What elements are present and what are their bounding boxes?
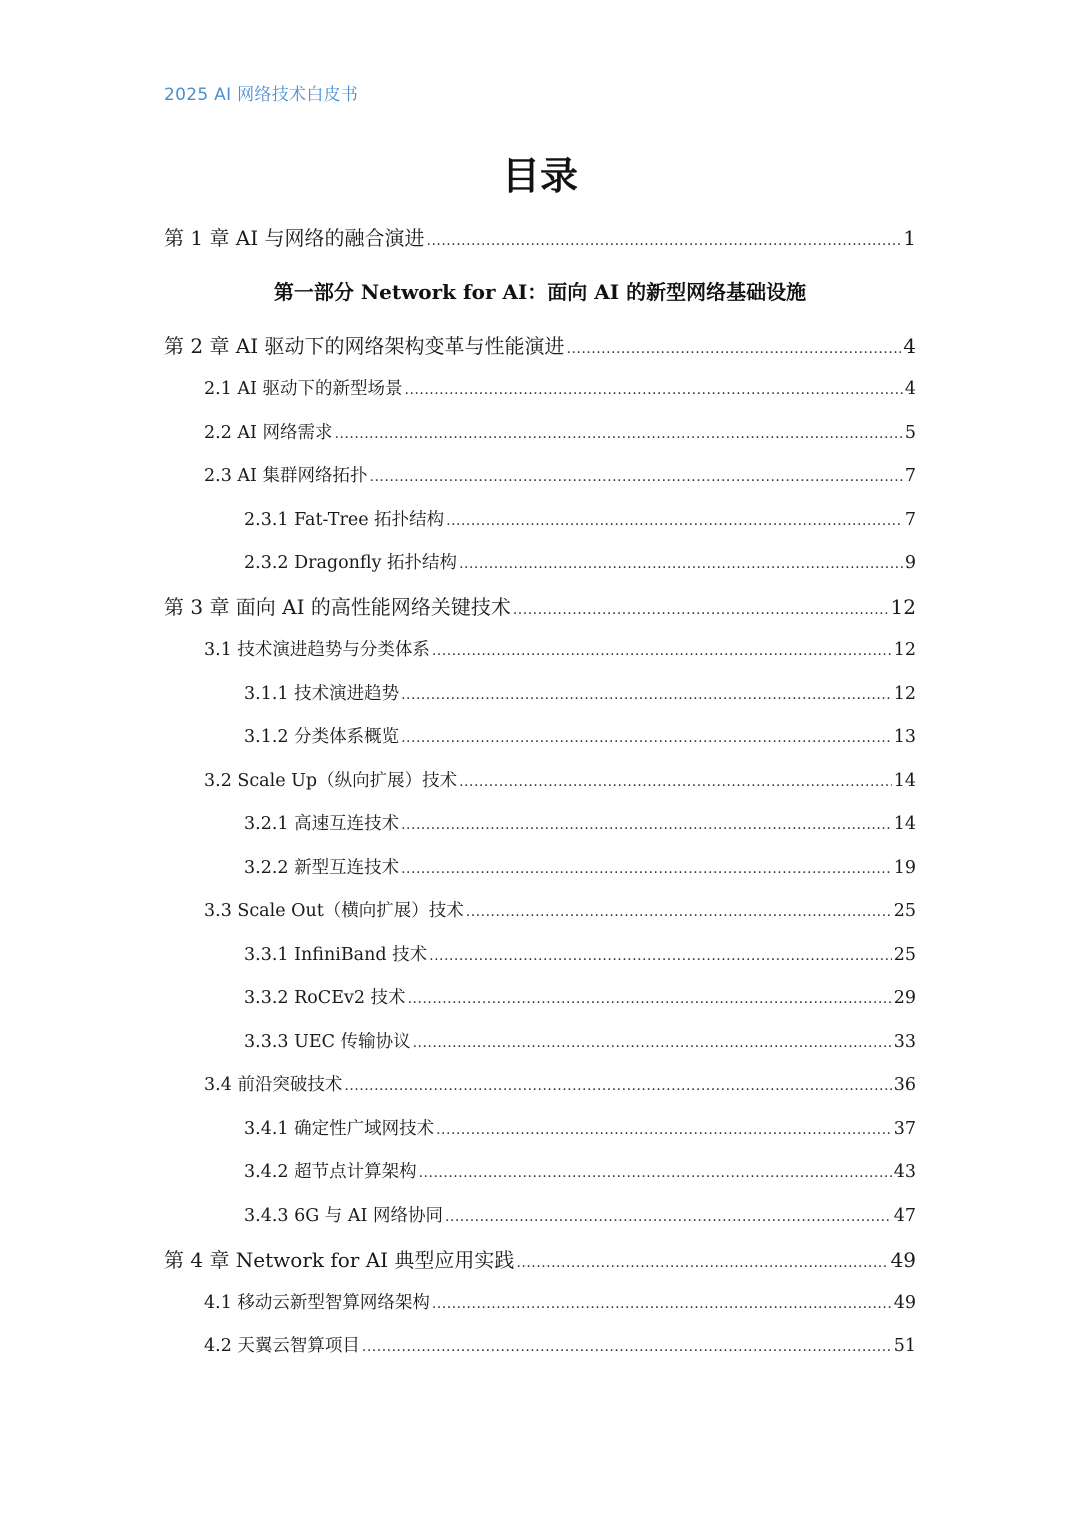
toc-entry-label: 2.3 AI 集群网络拓扑 (204, 466, 368, 486)
dot-leader (362, 1339, 892, 1355)
toc-entry-page: 5 (904, 423, 916, 443)
toc-entry-page: 25 (893, 945, 916, 965)
toc-entry-label: 第 2 章 AI 驱动下的网络架构变革与性能演进 (164, 334, 565, 358)
dot-leader (405, 382, 903, 398)
toc-entry-label: 3.4.2 超节点计算架构 (244, 1162, 417, 1182)
toc-entry-label: 3.1.2 分类体系概览 (244, 727, 400, 747)
toc-title: 目录 (501, 154, 578, 198)
dot-leader (516, 1255, 888, 1271)
toc-entry-page: 4 (903, 334, 916, 358)
toc-entry-page: 49 (893, 1293, 916, 1313)
toc-entry-page: 25 (893, 901, 916, 921)
toc-entry-page: 37 (893, 1119, 916, 1139)
dot-leader (401, 687, 892, 703)
toc-entry-page: 7 (904, 466, 916, 486)
part-heading: 第一部分 Network for AI：面向 AI 的新型网络基础设施 (273, 280, 807, 304)
toc-entry-page: 13 (893, 727, 916, 747)
toc-entry-page: 33 (893, 1032, 916, 1052)
toc-entry-label: 第 1 章 AI 与网络的融合演进 (164, 226, 425, 250)
toc-entry-page: 7 (904, 510, 916, 530)
toc-entry-label: 2.1 AI 驱动下的新型场景 (204, 379, 403, 399)
toc-entry-2-3[interactable] (204, 462, 916, 487)
dot-leader (401, 730, 892, 746)
toc-entry-page: 29 (893, 988, 916, 1008)
toc-entry-label: 3.2 Scale Up（纵向扩展）技术 (204, 771, 458, 791)
toc-entry-2-2[interactable] (204, 419, 916, 444)
toc-entry-3-1[interactable] (204, 636, 916, 661)
toc-entry-label: 3.3.1 InfiniBand 技术 (244, 945, 428, 965)
dot-leader (446, 513, 903, 529)
toc-entry-label: 3.1.1 技术演进趋势 (244, 684, 400, 704)
toc-entry-3-1-2[interactable] (244, 723, 916, 748)
toc-entry-3-4-2[interactable] (244, 1158, 916, 1183)
toc-entry-2-3-1[interactable] (244, 506, 916, 531)
toc-entry-label: 3.2.2 新型互连技术 (244, 858, 400, 878)
toc-entry-chapter-4[interactable] (164, 1244, 916, 1273)
toc-entry-3-2-2[interactable] (244, 854, 916, 879)
toc-entry-page: 12 (893, 684, 916, 704)
dot-leader (445, 1209, 892, 1225)
toc-entry-label: 2.3.2 Dragonfly 拓扑结构 (244, 553, 458, 573)
dot-leader (513, 602, 889, 618)
toc-entry-page: 19 (893, 858, 916, 878)
dot-leader (459, 774, 892, 790)
toc-entry-label: 第 4 章 Network for AI 典型应用实践 (164, 1248, 515, 1272)
dot-leader (408, 991, 892, 1007)
toc-entry-page: 49 (890, 1248, 916, 1272)
dot-leader (466, 904, 892, 920)
toc-entry-4-1[interactable] (204, 1289, 916, 1314)
toc-entry-page: 1 (903, 226, 916, 250)
dot-leader (401, 817, 892, 833)
toc-entry-page: 12 (893, 640, 916, 660)
toc-entry-3-2[interactable] (204, 767, 916, 792)
dot-leader (413, 1035, 892, 1051)
dot-leader (436, 1122, 892, 1138)
toc-entry-chapter-2[interactable] (164, 330, 916, 359)
dot-leader (429, 948, 892, 964)
dot-leader (432, 1296, 892, 1312)
dot-leader (432, 643, 892, 659)
toc-entry-page: 12 (890, 595, 916, 619)
toc-entry-label: 4.2 天翼云智算项目 (204, 1336, 360, 1356)
toc-entry-3-3-2[interactable] (244, 984, 916, 1009)
toc-entry-4-2[interactable] (204, 1332, 916, 1357)
toc-entry-label: 3.2.1 高速互连技术 (244, 814, 400, 834)
toc-entry-page: 14 (893, 814, 916, 834)
toc-entry-3-1-1[interactable] (244, 680, 916, 705)
toc-entry-label: 4.1 移动云新型智算网络架构 (204, 1293, 430, 1313)
dot-leader (427, 233, 902, 249)
toc-entry-label: 2.2 AI 网络需求 (204, 423, 333, 443)
dot-leader (335, 426, 903, 442)
running-header: 2025 AI 网络技术白皮书 (164, 85, 359, 105)
toc-entry-chapter-1[interactable] (164, 222, 916, 251)
toc-entry-label: 3.1 技术演进趋势与分类体系 (204, 640, 430, 660)
dot-leader (419, 1165, 892, 1181)
toc-entry-label: 3.3.2 RoCEv2 技术 (244, 988, 406, 1008)
toc-entry-label: 3.4.3 6G 与 AI 网络协同 (244, 1206, 443, 1226)
toc-entry-page: 51 (893, 1336, 916, 1356)
toc-entry-label: 3.4 前沿突破技术 (204, 1075, 343, 1095)
toc-entry-page: 14 (893, 771, 916, 791)
toc-entry-2-3-2[interactable] (244, 549, 916, 574)
toc-entry-page: 9 (904, 553, 916, 573)
toc-entry-label: 3.3.3 UEC 传输协议 (244, 1032, 411, 1052)
toc-entry-3-3-3[interactable] (244, 1028, 916, 1053)
toc-entry-page: 4 (904, 379, 916, 399)
toc-entry-label: 3.3 Scale Out（横向扩展）技术 (204, 901, 464, 921)
toc-entry-label: 2.3.1 Fat-Tree 拓扑结构 (244, 510, 445, 530)
dot-leader (567, 341, 902, 357)
toc-entry-3-3-1[interactable] (244, 941, 916, 966)
dot-leader (344, 1078, 891, 1094)
toc-entry-2-1[interactable] (204, 375, 916, 400)
toc-entry-3-4-3[interactable] (244, 1202, 916, 1227)
toc-entry-3-2-1[interactable] (244, 810, 916, 835)
toc-entry-page: 36 (893, 1075, 916, 1095)
dot-leader (370, 469, 903, 485)
toc-entry-3-4-1[interactable] (244, 1115, 916, 1140)
toc-entry-label: 3.4.1 确定性广域网技术 (244, 1119, 435, 1139)
toc-entry-label: 第 3 章 面向 AI 的高性能网络关键技术 (164, 595, 511, 619)
dot-leader (459, 556, 903, 572)
toc-entry-3-3[interactable] (204, 897, 916, 922)
toc-entry-page: 43 (893, 1162, 916, 1182)
toc-entry-chapter-3[interactable] (164, 591, 916, 620)
toc-entry-3-4[interactable] (204, 1071, 916, 1096)
dot-leader (401, 861, 892, 877)
toc-entry-page: 47 (893, 1206, 916, 1226)
